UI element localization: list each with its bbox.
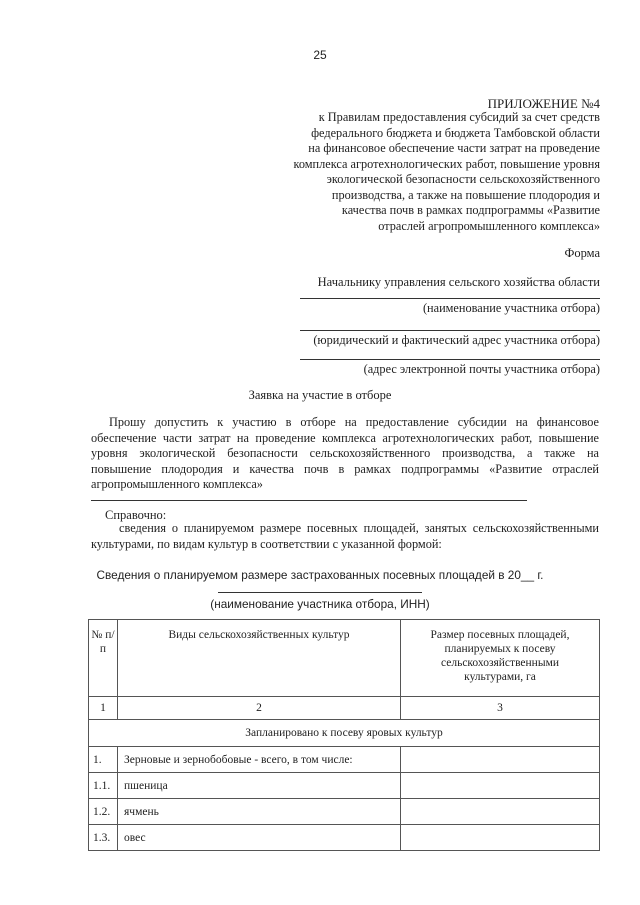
appendix-line: к Правилам предоставления субсидий за счет средств xyxy=(318,110,600,124)
row-number: 1.2. xyxy=(89,799,118,825)
table-row xyxy=(89,799,600,825)
row-crop: пшеница xyxy=(118,773,401,799)
row-area[interactable] xyxy=(401,773,600,799)
header-num: № п/п xyxy=(89,620,118,697)
reference-text xyxy=(91,521,599,552)
row-area[interactable] xyxy=(401,799,600,825)
table-row xyxy=(89,747,600,773)
info-title: Сведения о планируемом размере застрахованных посевных площадей в 20__ г. xyxy=(96,568,544,582)
reference-title: Справочно: xyxy=(105,508,167,522)
email-fill-line xyxy=(300,359,600,360)
appendix-line: производства, а также на повышение плодородия и xyxy=(331,187,600,202)
crops-table xyxy=(88,619,600,851)
section-row xyxy=(89,720,600,747)
request-text xyxy=(91,415,599,493)
appendix-text xyxy=(270,110,600,234)
col-number: 1 xyxy=(89,697,118,720)
col-number: 2 xyxy=(118,697,401,720)
row-area[interactable] xyxy=(401,747,600,773)
appendix-line: на финансовое обеспечение части затрат на проведение xyxy=(308,141,600,155)
section-label: Запланировано к посеву яровых культур xyxy=(89,720,600,747)
appendix-line: комплекса агротехнологических работ, повышение уровня xyxy=(293,156,600,171)
request-fill-line xyxy=(91,500,527,501)
header-area: Размер посевных площадей, планируемых к посеву сельскохозяйственными культурами, га xyxy=(401,620,600,697)
column-numbers-row xyxy=(89,697,600,720)
row-crop: овес xyxy=(118,825,401,851)
col-number: 3 xyxy=(401,697,600,720)
address-label: (юридический и фактический адрес участника отбора) xyxy=(313,333,600,347)
page-number: 25 xyxy=(313,48,327,62)
address-fill-line xyxy=(300,330,600,331)
row-number: 1.3. xyxy=(89,825,118,851)
appendix-line: экологической безопасности сельскохозяйственного xyxy=(326,172,600,186)
appendix-line: отраслей агропромышленного комплекса» xyxy=(378,218,600,233)
email-label: (адрес электронной почты участника отбора) xyxy=(363,362,600,376)
row-area[interactable] xyxy=(401,825,600,851)
participant-label: (наименование участника отбора) xyxy=(422,301,600,315)
row-crop: Зерновые и зернобобовые - всего, в том числе: xyxy=(118,747,401,773)
table-row xyxy=(89,773,600,799)
inn-label: (наименование участника отбора, ИНН) xyxy=(210,597,430,611)
request-title: Заявка на участие в отборе xyxy=(248,388,392,402)
request-paragraph: Прошу допустить к участию в отборе на предоставление субсидии на финансовое обеспечение части затрат на проведение комплекса агротехнологических работ, повышение уровня экологической безопасности сельскохозяйственного производства, а также на повышение плодородия и качества почв в рамках подпрограммы «Развитие отраслей агропромышленного комплекса» xyxy=(91,415,599,492)
row-number: 1.1. xyxy=(89,773,118,799)
header-crops: Виды сельскохозяйственных культур xyxy=(118,620,401,697)
form-label: Форма xyxy=(564,246,600,260)
appendix-line: качества почв в рамках подпрограммы «Развитие xyxy=(341,203,600,217)
addressee: Начальнику управления сельского хозяйства области xyxy=(317,275,600,289)
row-crop: ячмень xyxy=(118,799,401,825)
appendix-title: ПРИЛОЖЕНИЕ №4 xyxy=(487,96,600,111)
inn-fill-line xyxy=(218,592,422,593)
table-header-row xyxy=(89,620,600,697)
appendix-line: федерального бюджета и бюджета Тамбовской области xyxy=(311,125,600,140)
row-number: 1. xyxy=(89,747,118,773)
reference-paragraph: сведения о планируемом размере посевных площадей, занятых сельскохозяйственными культурами, по видам культур в соответствии с указанной формой: xyxy=(91,521,599,551)
participant-fill-line xyxy=(300,298,600,299)
table-row xyxy=(89,825,600,851)
